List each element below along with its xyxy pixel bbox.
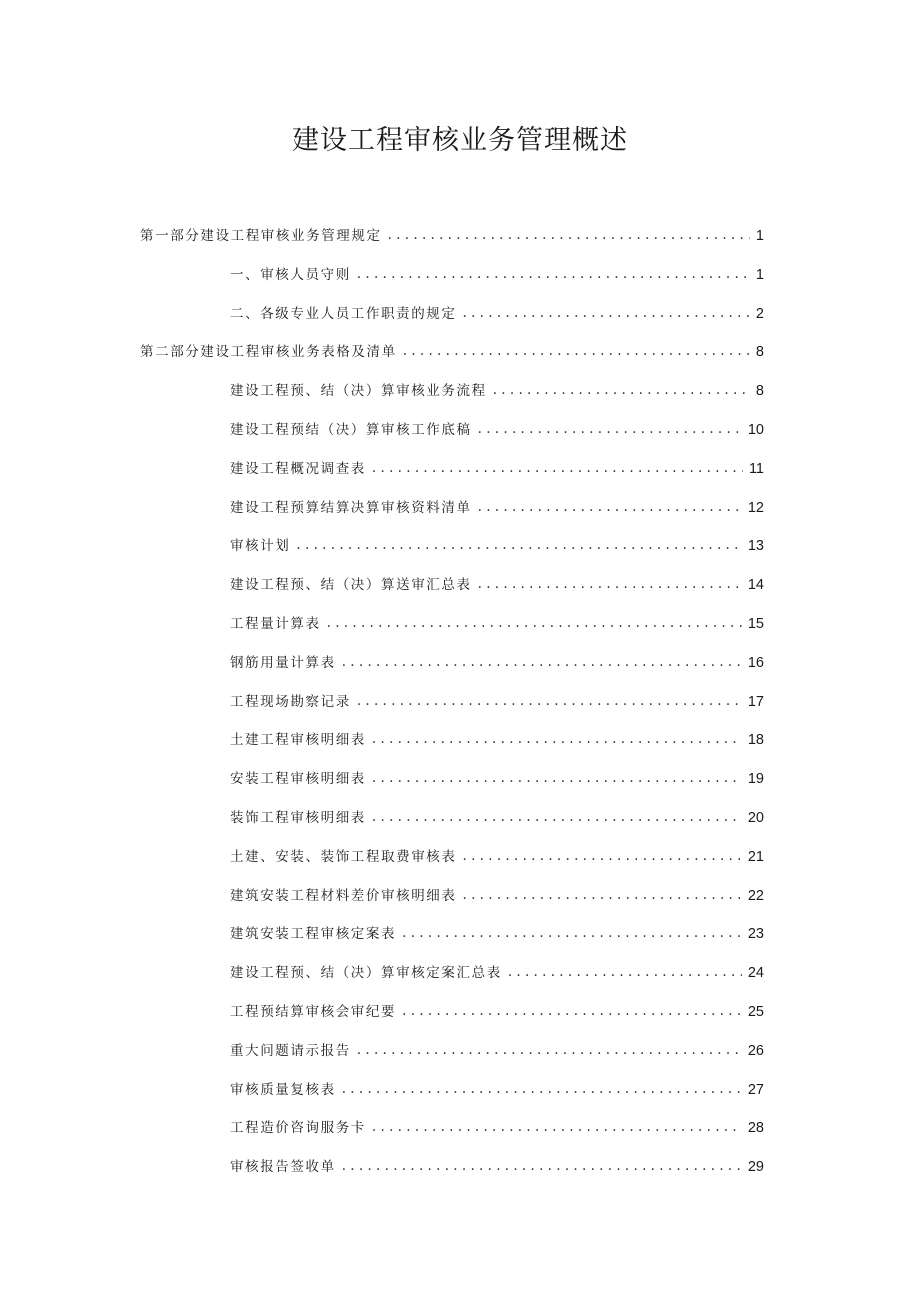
toc-dot-leader — [478, 499, 742, 515]
toc-entry[interactable] — [230, 1155, 764, 1181]
toc-entry-title: 建设工程预结（决）算审核工作底稿 — [230, 422, 472, 438]
toc-page-number: 28 — [747, 1120, 764, 1137]
toc-page-number: 26 — [747, 1042, 764, 1059]
toc-entry-title: 土建、安装、装饰工程取费审核表 — [230, 848, 457, 865]
toc-page-number: 17 — [747, 693, 764, 710]
toc-entry[interactable] — [140, 340, 764, 366]
toc-page-number: 29 — [747, 1159, 764, 1176]
toc-dot-leader — [357, 693, 742, 709]
toc-page-number: 11 — [748, 460, 764, 477]
toc-entry-title: 审核计划 — [230, 538, 291, 555]
toc-page-number: 10 — [747, 422, 764, 438]
toc-entry[interactable] — [230, 496, 764, 522]
toc-entry-title: 第一部分建设工程审核业务管理规定 — [140, 228, 382, 244]
toc-page-number: 19 — [747, 771, 764, 788]
toc-page-number: 8 — [755, 383, 764, 400]
toc-page-number: 8 — [755, 344, 764, 361]
toc-dot-leader — [342, 654, 742, 670]
toc-dot-leader — [493, 382, 750, 398]
toc-entry[interactable] — [230, 457, 764, 483]
toc-entry[interactable] — [230, 806, 764, 832]
toc-page-number: 22 — [747, 887, 764, 904]
document-title: 建设工程审核业务管理概述 — [292, 125, 628, 156]
toc-page-number: 20 — [747, 810, 764, 826]
toc-entry-title: 钢筋用量计算表 — [230, 654, 336, 671]
toc-entry-title: 审核报告签收单 — [230, 1159, 336, 1176]
toc-entry-title: 建设工程预算结算决算审核资料清单 — [230, 499, 472, 516]
toc-entry[interactable] — [230, 1039, 764, 1065]
toc-page-number: 13 — [747, 538, 764, 555]
toc-dot-leader — [357, 266, 750, 282]
toc-entry[interactable] — [230, 573, 764, 599]
toc-dot-leader — [372, 731, 742, 747]
toc-entry-title: 安装工程审核明细表 — [230, 771, 366, 788]
toc-entry[interactable] — [230, 845, 764, 871]
toc-page-number: 18 — [747, 732, 764, 749]
toc-dot-leader — [402, 1003, 742, 1019]
toc-page-number: 25 — [747, 1004, 764, 1020]
toc-entry[interactable] — [230, 922, 764, 948]
toc-page-number: 16 — [747, 654, 764, 671]
toc-dot-leader — [372, 460, 743, 476]
toc-entry-title: 二、各级专业人员工作职责的规定 — [230, 305, 457, 322]
toc-dot-leader — [372, 809, 742, 825]
toc-entry-title: 建设工程预、结（决）算审核业务流程 — [230, 383, 487, 400]
toc-entry[interactable] — [230, 690, 764, 716]
toc-entry-title: 建筑安装工程审核定案表 — [230, 926, 397, 943]
toc-dot-leader — [403, 343, 750, 359]
toc-entry-title: 建设工程预、结（决）算送审汇总表 — [230, 577, 472, 594]
toc-entry-title: 第二部分建设工程审核业务表格及清单 — [140, 344, 397, 361]
toc-entry-title: 一、审核人员守则 — [230, 266, 351, 283]
toc-entry[interactable] — [230, 263, 764, 289]
toc-dot-leader — [342, 1158, 742, 1174]
toc-entry-title: 重大问题请示报告 — [230, 1042, 351, 1059]
toc-entry[interactable] — [230, 651, 764, 677]
toc-entry[interactable] — [140, 224, 764, 250]
toc-dot-leader — [463, 305, 750, 321]
toc-page-number: 24 — [747, 965, 764, 982]
toc-entry[interactable] — [230, 418, 764, 444]
toc-page-number: 27 — [747, 1081, 764, 1098]
toc-entry-title: 工程预结算审核会审纪要 — [230, 1004, 397, 1020]
toc-entry-title: 审核质量复核表 — [230, 1081, 336, 1098]
toc-dot-leader — [327, 615, 742, 631]
toc-dot-leader — [463, 887, 742, 903]
toc-entry[interactable] — [230, 767, 764, 793]
toc-dot-leader — [478, 421, 742, 437]
toc-entry[interactable] — [230, 534, 764, 560]
toc-entry-title: 工程量计算表 — [230, 616, 321, 632]
toc-entry-title: 装饰工程审核明细表 — [230, 810, 366, 826]
toc-page-number: 12 — [747, 499, 764, 516]
toc-dot-leader — [388, 227, 750, 243]
toc-entry-title: 工程造价咨询服务卡 — [230, 1120, 366, 1137]
toc-page-number: 15 — [747, 616, 764, 632]
toc-dot-leader — [342, 1081, 742, 1097]
toc-dot-leader — [508, 964, 742, 980]
toc-entry[interactable] — [230, 884, 764, 910]
toc-entry[interactable] — [230, 1078, 764, 1104]
toc-entry[interactable] — [230, 379, 764, 405]
toc-dot-leader — [478, 576, 742, 592]
toc-entry-title: 工程现场勘察记录 — [230, 693, 351, 710]
toc-page-number: 23 — [747, 926, 764, 943]
toc-page-number: 1 — [755, 266, 764, 283]
toc-dot-leader — [372, 770, 742, 786]
toc-entry[interactable] — [230, 612, 764, 638]
toc-page-number: 21 — [747, 848, 764, 865]
toc-entry-title: 建筑安装工程材料差价审核明细表 — [230, 887, 457, 904]
toc-dot-leader — [463, 848, 742, 864]
toc-entry-title: 建设工程概况调查表 — [230, 460, 366, 477]
toc-page-number: 14 — [747, 577, 764, 594]
toc-page-number: 1 — [755, 228, 764, 244]
toc-page-number: 2 — [755, 305, 764, 322]
toc-entry-title: 土建工程审核明细表 — [230, 732, 366, 749]
toc-entry-title: 建设工程预、结（决）算审核定案汇总表 — [230, 965, 502, 982]
toc-dot-leader — [402, 925, 742, 941]
toc-entry[interactable] — [230, 961, 764, 987]
toc-dot-leader — [357, 1042, 742, 1058]
toc-dot-leader — [372, 1119, 742, 1135]
toc-entry[interactable] — [230, 728, 764, 754]
toc-entry[interactable] — [230, 1116, 764, 1142]
toc-entry[interactable] — [230, 1000, 764, 1026]
toc-entry[interactable] — [230, 302, 764, 328]
toc-dot-leader — [296, 537, 741, 553]
